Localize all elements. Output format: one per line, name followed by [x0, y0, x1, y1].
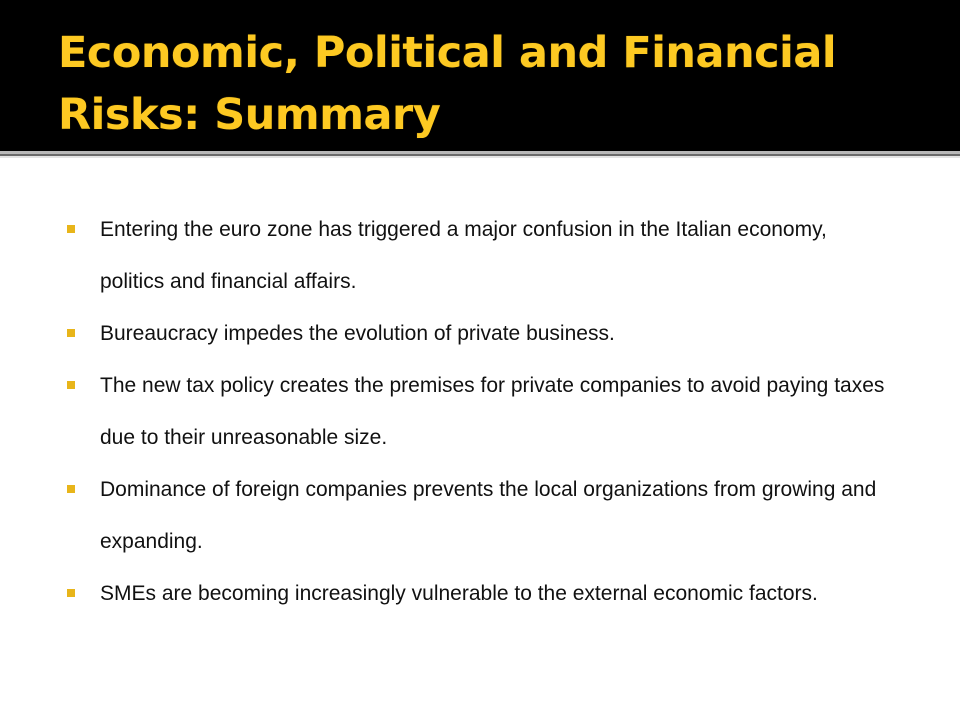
square-bullet-icon [67, 485, 75, 493]
bullet-text: The new tax policy creates the premises for private companies to avoid paying taxes due to their unreasonable size. [100, 374, 885, 449]
bullet-item [66, 360, 886, 464]
bullet-list [66, 204, 886, 620]
slide-title: Economic, Political and Financial Risks: Summary [58, 28, 837, 140]
title-band [0, 0, 960, 151]
square-bullet-icon [67, 589, 75, 597]
bullet-item [66, 204, 886, 308]
title-divider-fade [0, 156, 960, 158]
bullet-text: Bureaucracy impedes the evolution of private business. [100, 322, 615, 345]
bullet-item [66, 308, 886, 360]
square-bullet-icon [67, 329, 75, 337]
bullet-text: Entering the euro zone has triggered a major confusion in the Italian economy, politics and financial affairs. [100, 218, 827, 293]
bullet-text: Dominance of foreign companies prevents the local organizations from growing and expanding. [100, 478, 877, 553]
square-bullet-icon [67, 381, 75, 389]
bullet-item [66, 568, 886, 620]
bullet-text: SMEs are becoming increasingly vulnerable to the external economic factors. [100, 582, 818, 605]
bullet-item [66, 464, 886, 568]
square-bullet-icon [67, 225, 75, 233]
